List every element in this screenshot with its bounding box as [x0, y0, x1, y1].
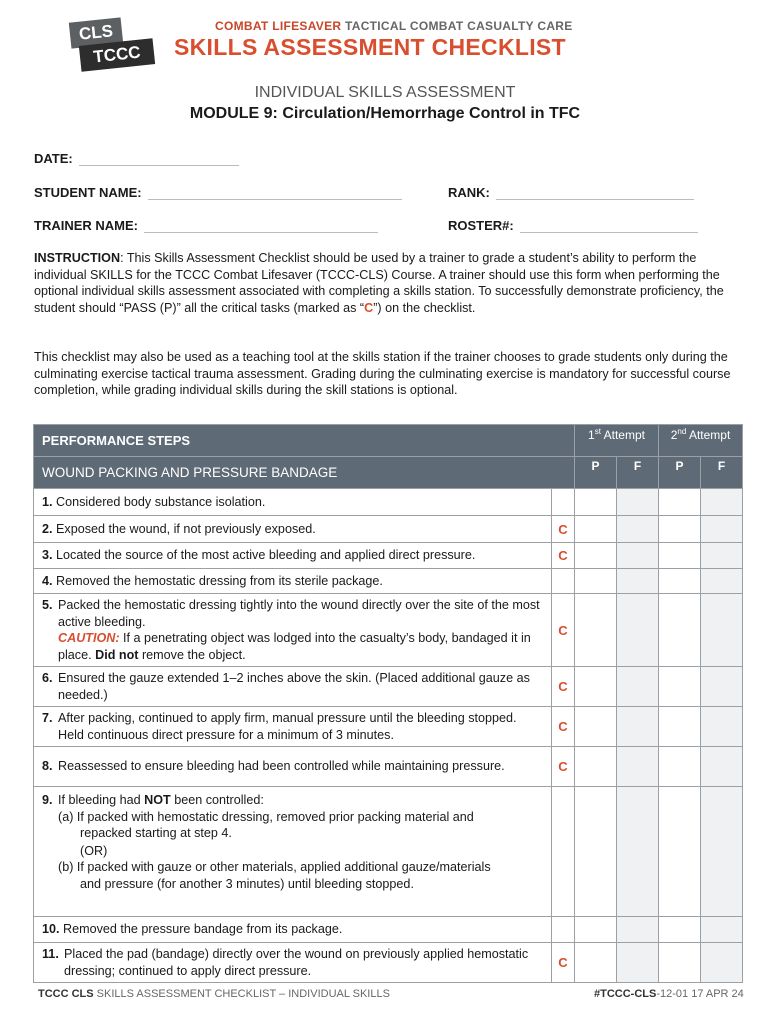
- date-line[interactable]: [79, 153, 239, 166]
- module-title: MODULE 9: Circulation/Hemorrhage Control in TFC: [189, 105, 581, 122]
- fail-2-checkbox[interactable]: [701, 707, 743, 747]
- pass-1-checkbox[interactable]: [575, 489, 617, 516]
- fail-1-checkbox[interactable]: [617, 747, 659, 787]
- second-attempt-header: 2nd Attempt: [659, 425, 743, 457]
- trainer-name-field[interactable]: [34, 218, 378, 233]
- caution-label: CAUTION:: [58, 631, 120, 645]
- pass-1-checkbox[interactable]: [575, 594, 617, 667]
- footer-left: TCCC CLS SKILLS ASSESSMENT CHECKLIST – INDIVIDUAL SKILLS: [38, 988, 390, 1000]
- footer-right: #TCCC-CLS-12-01 17 APR 24: [594, 988, 744, 1000]
- critical-cell: [552, 569, 575, 594]
- fail-2-checkbox[interactable]: [701, 787, 743, 917]
- roster-line[interactable]: [520, 220, 698, 233]
- fail-1-checkbox[interactable]: [617, 667, 659, 707]
- critical-cell: [552, 787, 575, 917]
- fail-2-checkbox[interactable]: [701, 516, 743, 543]
- critical-mark: C: [552, 594, 575, 667]
- header-program-red: COMBAT LIFESAVER: [215, 19, 342, 33]
- trainer-name-label: TRAINER NAME:: [34, 218, 138, 233]
- fail-1-header: F: [617, 457, 659, 489]
- table-row: [34, 516, 743, 543]
- table-row: [34, 489, 743, 516]
- fail-2-checkbox[interactable]: [701, 667, 743, 707]
- table-row: [34, 594, 743, 667]
- pass-2-checkbox[interactable]: [659, 489, 701, 516]
- step-text: 4. Removed the hemostatic dressing from its sterile package.: [34, 569, 552, 594]
- fail-2-checkbox[interactable]: [701, 489, 743, 516]
- table-row: [34, 667, 743, 707]
- fail-2-checkbox[interactable]: [701, 594, 743, 667]
- fail-1-checkbox[interactable]: [617, 569, 659, 594]
- critical-mark: C: [552, 667, 575, 707]
- pass-1-checkbox[interactable]: [575, 543, 617, 569]
- step-text: 7. After packing, continued to apply firm, manual pressure until the bleeding stopped. Held continuous direct pressure for a minimum of 3 minutes.: [34, 707, 552, 747]
- fail-1-checkbox[interactable]: [617, 917, 659, 943]
- step-text: 10. Removed the pressure bandage from its package.: [34, 917, 552, 943]
- pass-1-header: P: [575, 457, 617, 489]
- fail-1-checkbox[interactable]: [617, 787, 659, 917]
- step-text: 5. Packed the hemostatic dressing tightly into the wound directly over the site of the most active bleeding. CAUTION: If a penetrating object was lodged into the casualty’s body, bandaged it in place. Did not remove the object.: [34, 594, 552, 667]
- pass-2-checkbox[interactable]: [659, 667, 701, 707]
- fail-1-checkbox[interactable]: [617, 516, 659, 543]
- fail-2-header: F: [701, 457, 743, 489]
- critical-mark: C: [552, 707, 575, 747]
- first-attempt-header: 1st Attempt: [575, 425, 659, 457]
- critical-c-mark: C: [364, 300, 374, 315]
- fail-1-checkbox[interactable]: [617, 594, 659, 667]
- table-row: [34, 787, 743, 917]
- pass-1-checkbox[interactable]: [575, 516, 617, 543]
- logo-tccc: TCCC: [79, 38, 155, 72]
- step-text: 11. Placed the pad (bandage) directly over the wound on previously applied hemostatic dressing; continued to apply direct pressure.: [34, 943, 552, 983]
- rank-field[interactable]: [448, 185, 694, 200]
- pass-1-checkbox[interactable]: [575, 917, 617, 943]
- student-name-field[interactable]: [34, 185, 402, 200]
- pass-1-checkbox[interactable]: [575, 943, 617, 983]
- pass-2-checkbox[interactable]: [659, 917, 701, 943]
- date-label: DATE:: [34, 151, 73, 166]
- table-row: [34, 943, 743, 983]
- date-field[interactable]: [34, 151, 239, 166]
- step-text: 3. Located the source of the most active bleeding and applied direct pressure.: [34, 543, 552, 569]
- pass-2-checkbox[interactable]: [659, 594, 701, 667]
- teaching-paragraph: This checklist may also be used as a teaching tool at the skills station if the trainer chooses to grade students only during the culminating exercise tactical trauma assessment. Grading during the culminating exercise is mandatory for successful course completion, while grading individual skills during the skill stations is optional.: [34, 350, 731, 397]
- step-text: 8. Reassessed to ensure bleeding had been controlled while maintaining pressure.: [34, 747, 552, 787]
- student-name-line[interactable]: [148, 187, 402, 200]
- fail-1-checkbox[interactable]: [617, 543, 659, 569]
- fail-1-checkbox[interactable]: [617, 707, 659, 747]
- checklist-table: [33, 424, 743, 983]
- rank-line[interactable]: [496, 187, 694, 200]
- critical-mark: C: [552, 543, 575, 569]
- instruction-paragraph: [34, 250, 734, 316]
- pass-2-checkbox[interactable]: [659, 707, 701, 747]
- header-program: [215, 19, 573, 33]
- header-program-gray: TACTICAL COMBAT CASUALTY CARE: [341, 19, 573, 33]
- pass-2-checkbox[interactable]: [659, 943, 701, 983]
- table-row: [34, 747, 743, 787]
- critical-mark: C: [552, 943, 575, 983]
- critical-cell: [552, 917, 575, 943]
- fail-2-checkbox[interactable]: [701, 543, 743, 569]
- table-row: [34, 543, 743, 569]
- fail-2-checkbox[interactable]: [701, 747, 743, 787]
- student-name-label: STUDENT NAME:: [34, 185, 142, 200]
- fail-2-checkbox[interactable]: [701, 569, 743, 594]
- table-row: [34, 917, 743, 943]
- pass-2-checkbox[interactable]: [659, 543, 701, 569]
- pass-1-checkbox[interactable]: [575, 747, 617, 787]
- step-text: 2. Exposed the wound, if not previously exposed.: [34, 516, 552, 543]
- table-row: [34, 707, 743, 747]
- fail-1-checkbox[interactable]: [617, 943, 659, 983]
- critical-mark: C: [552, 747, 575, 787]
- section-header: WOUND PACKING AND PRESSURE BANDAGE: [34, 457, 575, 489]
- cls-tccc-logo: [70, 20, 156, 68]
- pass-2-header: P: [659, 457, 701, 489]
- header-title: SKILLS ASSESSMENT CHECKLIST: [174, 34, 566, 60]
- pass-1-checkbox[interactable]: [575, 667, 617, 707]
- critical-mark: C: [552, 516, 575, 543]
- instruction-text1: : This Skills Assessment Checklist should be used by a trainer to grade a student’s ability to perform the individual SKILLS for the TCCC Combat Lifesaver (TCCC-CLS) Course. A trainer should use this form when performing the optional individual skills assessment associated with completing a skills station. To successfully demonstrate proficiency, the student should “PASS (P)” all the critical tasks (marked as “: [34, 251, 724, 315]
- pass-2-checkbox[interactable]: [659, 747, 701, 787]
- pass-2-checkbox[interactable]: [659, 787, 701, 917]
- fail-2-checkbox[interactable]: [701, 943, 743, 983]
- step-text: 6. Ensured the gauze extended 1–2 inches above the skin. (Placed additional gauze as needed.): [34, 667, 552, 707]
- step-text: 9. If bleeding had NOT been controlled: (a) If packed with hemostatic dressing, removed prior packing material and repacked starting at step 4. (OR) (b) If packed with gauze or other materials, applied additional gauze/materials and pressure (for another 3 minutes) until bleeding stopped.: [34, 787, 552, 917]
- table-row: [34, 569, 743, 594]
- roster-field[interactable]: [448, 218, 698, 233]
- instruction-text2: ”) on the checklist.: [373, 300, 476, 315]
- subtitle: INDIVIDUAL SKILLS ASSESSMENT: [254, 84, 516, 101]
- instruction-label: INSTRUCTION: [34, 251, 121, 265]
- pass-1-checkbox[interactable]: [575, 707, 617, 747]
- rank-label: RANK:: [448, 185, 490, 200]
- performance-steps-header: PERFORMANCE STEPS: [34, 425, 575, 457]
- critical-cell: [552, 489, 575, 516]
- fail-1-checkbox[interactable]: [617, 489, 659, 516]
- logo-cls: CLS: [69, 17, 123, 48]
- roster-label: ROSTER#:: [448, 218, 514, 233]
- step-text: 1. Considered body substance isolation.: [34, 489, 552, 516]
- trainer-name-line[interactable]: [144, 220, 378, 233]
- pass-1-checkbox[interactable]: [575, 569, 617, 594]
- pass-2-checkbox[interactable]: [659, 569, 701, 594]
- fail-2-checkbox[interactable]: [701, 917, 743, 943]
- pass-2-checkbox[interactable]: [659, 516, 701, 543]
- pass-1-checkbox[interactable]: [575, 787, 617, 917]
